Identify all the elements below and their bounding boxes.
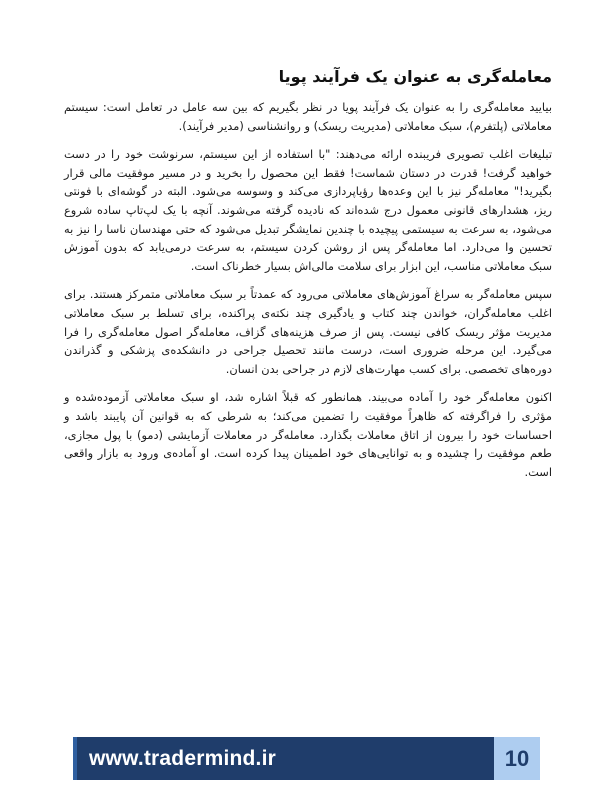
footer-website-link[interactable]: www.tradermind.ir	[89, 746, 276, 770]
footer-url-box	[73, 737, 494, 780]
footer-bar	[73, 737, 540, 780]
page-title: معامله‌گری به عنوان یک فرآیند پویا	[278, 67, 552, 86]
page-number: 10	[504, 745, 530, 771]
paragraph-4: اکنون معامله‌گر خود را آماده می‌بیند. همانطور که قبلاً اشاره شد، او سبک معاملاتی آزموده‌شده و مؤثری را فراگرفته که ظاهراً موفقیت را تضمین می‌کند؛ به شرطی که به قوانین آن پایبند باشد و احساسات خود را بیرون از اتاق معاملات بگذارد. معامله‌گر در معاملات آزمایشی (دمو) با پول مجازی، طعم موفقیت را چشیده و به توانایی‌های خود اطمینان پیدا کرده است. او آماده‌ی ورود به بازار واقعی است.	[64, 390, 552, 479]
page-content	[64, 66, 552, 491]
paragraph-2: تبلیغات اغلب تصویری فریبنده ارائه می‌دهند: "با استفاده از این سیستم، سرنوشت خود را در دست خواهید گرفت! قدرت در دستان شماست! فقط این محصول را بخرید و در مسیر موفقیت مالی قرار بگیرید!" معامله‌گر نیز با این وعده‌ها رؤیاپردازی می‌کند و وسوسه می‌شود. البته در گوشه‌ای با فونتی ریز، هشدارهای قانونی معمول درج شده‌اند که نادیده گرفته می‌شوند. آنچه با یک لپ‌تاپ ساده شروع می‌شود، به سرعت به سیستمی پیچیده با چندین نمایشگر تبدیل می‌شود که حتی مهندسان ناسا را نیز به تحسین وا می‌دارد. اما معامله‌گر پس از روشن کردن سیستم، به سرعت درمی‌یابد که بدون آموزش سبک معاملاتی مناسب، این ابزار برای سلامت مالی‌اش بسیار خطرناک است.	[64, 147, 552, 273]
paragraph-1: بیایید معامله‌گری را به عنوان یک فرآیند پویا در نظر بگیریم که بین سه عامل در تعامل است: سیستم معاملاتی (پلتفرم)، سبک معاملاتی (مدیریت ریسک) و روانشناسی (مدیر فرآیند).	[64, 100, 552, 133]
page-number-box	[494, 737, 540, 780]
paragraph-3: سپس معامله‌گر به سراغ آموزش‌های معاملاتی می‌رود که عمدتاً بر سبک معاملاتی متمرکز هستند. برای اغلب معامله‌گران، خواندن چند کتاب و یادگیری چند نکته‌ی پراکنده، برای تسلط بر سبک معاملاتی مدیریت مؤثر ریسک کافی نیست. پس از صرف هزینه‌های گزاف، معامله‌گر اصول معامله‌گری را فرا می‌گیرد. این مرحله ضروری است، درست مانند تحصیل جراحی در دانشکده‌ی پزشکی و گذراندن دوره‌های تخصصی. برای کسب مهارت‌های لازم در جراحی بدن انسان.	[64, 287, 552, 376]
